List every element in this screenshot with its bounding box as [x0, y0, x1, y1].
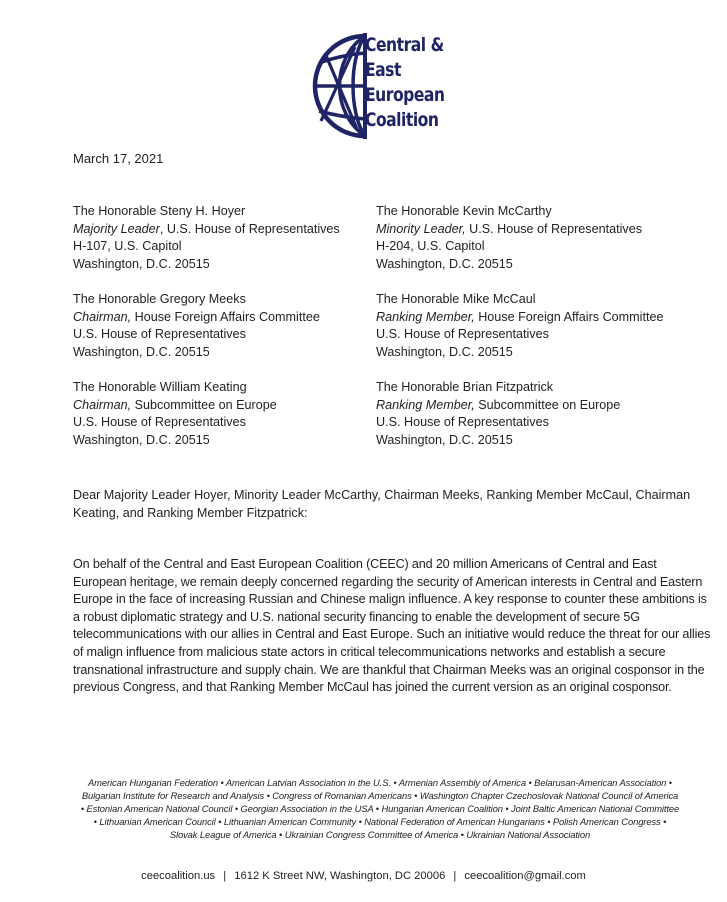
recipient-org: House Foreign Affairs Committee	[478, 309, 664, 324]
recipient-title: Chairman,	[73, 309, 132, 324]
footer-address: 1612 K Street NW, Washington, DC 20006	[234, 870, 446, 882]
logo-line: Coalition	[365, 109, 439, 131]
recipient-org: Subcommittee on Europe	[478, 397, 621, 412]
recipient-name: The Honorable Mike McCaul	[376, 292, 536, 306]
footer-separator: |	[223, 870, 227, 882]
recipient-city: Washington, D.C. 20515	[376, 344, 513, 359]
recipient-title: Ranking Member,	[376, 397, 475, 412]
recipient-title: Ranking Member,	[376, 309, 475, 324]
recipient-org: Subcommittee on Europe	[134, 397, 277, 412]
recipient-address: H-204, U.S. Capitol	[376, 239, 485, 254]
logo-wordmark	[365, 33, 445, 133]
recipient-title: Minority Leader,	[376, 221, 466, 236]
organization-logo	[311, 33, 451, 139]
recipient-title-line	[73, 309, 320, 327]
recipient-name: The Honorable Steny H. Hoyer	[73, 204, 246, 218]
recipient-block	[376, 379, 620, 449]
recipient-city: Washington, D.C. 20515	[376, 432, 513, 447]
footer-website-link[interactable]: ceecoalition.us	[141, 870, 216, 882]
recipient-name: The Honorable William Keating	[73, 380, 247, 394]
recipient-block	[376, 203, 642, 273]
recipient-block	[376, 291, 663, 361]
globe-icon	[311, 33, 367, 139]
member-organizations: American Hungarian Federation • American Latvian Association in the U.S. • Armenian Assembly of America • Belarusan-American Association • Bulgarian Institute for Research and Analysis • Congress of Romanian Americans • Washington Chapter Czechoslovak National Council of America • Estonian American National Council • Georgian Association in the USA • Hungarian American Coalition • Joint Baltic American National Committee • Lithuanian American Council • Lithuanian American Community • National Federation of American Hungarians • Polish American Congress • Slovak League of America • Ukrainian Congress Committee of America • Ukrainian National Association	[80, 777, 680, 840]
footer-email-link[interactable]: ceecoalition@gmail.com	[464, 870, 586, 882]
footer-separator: |	[453, 870, 457, 882]
recipient-title-line	[376, 221, 642, 239]
recipient-block	[73, 203, 340, 273]
recipient-block	[73, 379, 277, 449]
salutation: Dear Majority Leader Hoyer, Minority Leader McCarthy, Chairman Meeks, Ranking Member McCaul, Chairman Keating, and Ranking Member Fitzpatrick:	[73, 488, 691, 520]
logo-line: European	[365, 84, 445, 106]
recipient-address: U.S. House of Representatives	[376, 415, 549, 430]
recipient-title-line	[376, 309, 663, 327]
logo-line: East	[365, 59, 401, 81]
recipient-name: The Honorable Gregory Meeks	[73, 292, 246, 306]
logo-line: Central &	[365, 34, 444, 56]
recipient-city: Washington, D.C. 20515	[73, 432, 210, 447]
recipient-org: House Foreign Affairs Committee	[134, 309, 320, 324]
body-paragraph: On behalf of the Central and East European Coalition (CEEC) and 20 million Americans of Central and East European heritage, we remain deeply concerned regarding the security of American interests in Central and Eastern Europe in the face of increasing Russian and Chinese malign influence. A key response to counter these ambitions is a robust diplomatic strategy and U.S. national security financing to enable the development of secure 5G telecommunications with our allies in Central and East Europe. Such an initiative would reduce the threat for our allies of malign influence from malicious state actors in critical telecommunications networks and establish a secure transnational infrastructure and supply chain. We are thankful that Chairman Meeks was an original cosponsor in the previous Congress, and that Ranking Member McCaul has joined the current version as an original cosponsor.	[73, 557, 711, 695]
letterhead-footer	[0, 870, 727, 882]
recipient-address: H-107, U.S. Capitol	[73, 239, 182, 254]
recipient-org: U.S. House of Representatives	[166, 221, 340, 236]
letter-date: March 17, 2021	[73, 151, 164, 166]
recipient-city: Washington, D.C. 20515	[376, 256, 513, 271]
recipient-address: U.S. House of Representatives	[376, 327, 549, 342]
recipient-name: The Honorable Brian Fitzpatrick	[376, 380, 554, 394]
recipient-address: U.S. House of Representatives	[73, 415, 246, 430]
recipient-city: Washington, D.C. 20515	[73, 344, 210, 359]
recipient-name: The Honorable Kevin McCarthy	[376, 204, 552, 218]
recipient-block	[73, 291, 320, 361]
recipient-org: U.S. House of Representatives	[469, 221, 643, 236]
recipient-title: Majority Leader	[73, 221, 160, 236]
recipient-address: U.S. House of Representatives	[73, 327, 246, 342]
recipient-title: Chairman,	[73, 397, 132, 412]
recipient-title-line	[73, 397, 277, 415]
recipient-title-line	[376, 397, 620, 415]
recipient-city: Washington, D.C. 20515	[73, 256, 210, 271]
recipient-title-line: Majority Leader, U.S. House of Representatives	[73, 221, 340, 236]
